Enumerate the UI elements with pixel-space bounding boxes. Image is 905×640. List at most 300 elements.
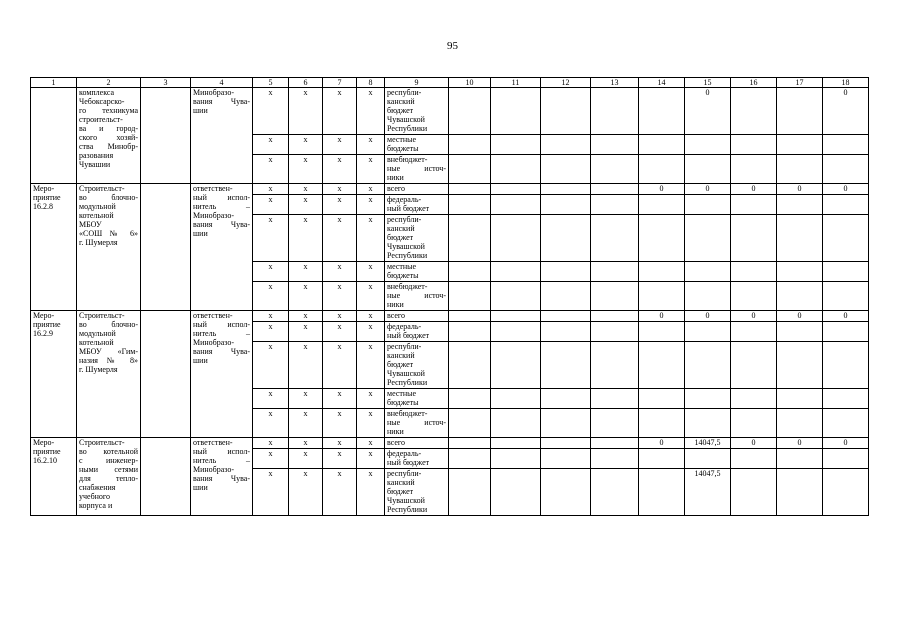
funding-source-cell-line: бюджет — [387, 487, 414, 496]
empty-value-cell — [449, 311, 491, 322]
funding-source-cell — [385, 88, 449, 135]
x-mark-cell: x — [253, 449, 289, 469]
event-name-cell-line: МБОУ «Гим- — [79, 347, 138, 356]
amount-cell — [731, 469, 777, 516]
x-mark-cell: x — [323, 282, 357, 311]
empty-value-cell — [591, 155, 639, 184]
event-number-cell-line: Меро- — [33, 184, 55, 193]
empty-value-cell — [541, 389, 591, 409]
funding-source-cell-line: ный бюджет — [387, 204, 430, 213]
x-mark-cell: x — [323, 449, 357, 469]
empty-value-cell — [541, 215, 591, 262]
empty-value-cell — [541, 469, 591, 516]
column-3-cell — [141, 88, 191, 184]
empty-value-cell — [449, 184, 491, 195]
x-mark-cell: x — [253, 195, 289, 215]
column-number-header: 10 — [449, 78, 491, 88]
column-number-header: 17 — [777, 78, 823, 88]
x-mark-cell: x — [357, 311, 385, 322]
responsible-executor-cell-line: вания Чува- — [193, 347, 250, 356]
amount-cell — [639, 262, 685, 282]
funding-source-cell-line: канский — [387, 97, 415, 106]
column-number-header: 9 — [385, 78, 449, 88]
event-name-cell-line: модульной — [79, 202, 116, 211]
event-name-cell-line: ства Минобр- — [79, 142, 138, 151]
column-number-header: 11 — [491, 78, 541, 88]
funding-source-cell-line: бюджет — [387, 106, 414, 115]
x-mark-cell: x — [323, 409, 357, 438]
x-mark-cell: x — [323, 322, 357, 342]
empty-value-cell — [541, 155, 591, 184]
x-mark-cell: x — [289, 438, 323, 449]
event-number-cell-line: Меро- — [33, 311, 55, 320]
x-mark-cell: x — [289, 322, 323, 342]
empty-value-cell — [541, 282, 591, 311]
empty-value-cell — [491, 155, 541, 184]
column-3-cell — [141, 184, 191, 311]
x-mark-cell: x — [253, 469, 289, 516]
column-number-header: 6 — [289, 78, 323, 88]
event-name-cell-line: г. Шумерля — [79, 365, 118, 374]
responsible-executor-cell-line: вания Чува- — [193, 220, 250, 229]
event-name-cell — [77, 88, 141, 184]
event-name-cell-line: ными сетями — [79, 465, 138, 474]
amount-cell: 0 — [777, 311, 823, 322]
empty-value-cell — [449, 88, 491, 135]
empty-value-cell — [591, 282, 639, 311]
event-name-cell-line: МБОУ — [79, 220, 102, 229]
empty-value-cell — [591, 135, 639, 155]
empty-value-cell — [541, 88, 591, 135]
column-number-header: 4 — [191, 78, 253, 88]
event-name-cell-line: корпуса и — [79, 501, 113, 510]
funding-source-cell — [385, 195, 449, 215]
empty-value-cell — [541, 135, 591, 155]
empty-value-cell — [491, 469, 541, 516]
funding-source-cell-line: бюджет — [387, 233, 414, 242]
empty-value-cell — [541, 184, 591, 195]
event-name-cell-line: котельной — [79, 338, 114, 347]
event-name-cell-line: назия № 8» — [79, 356, 138, 365]
x-mark-cell: x — [253, 215, 289, 262]
x-mark-cell: x — [289, 311, 323, 322]
column-number-header: 13 — [591, 78, 639, 88]
x-mark-cell: x — [323, 469, 357, 516]
funding-source-cell-line: бюджеты — [387, 271, 419, 280]
responsible-executor-cell-line: Минобразо- — [193, 88, 235, 97]
amount-cell — [639, 322, 685, 342]
x-mark-cell: x — [357, 438, 385, 449]
empty-value-cell — [591, 469, 639, 516]
amount-cell — [639, 389, 685, 409]
event-name-cell-line: Строительст- — [79, 438, 125, 447]
funding-source-cell-line: бюджеты — [387, 144, 419, 153]
amount-cell — [777, 342, 823, 389]
column-number-header: 15 — [685, 78, 731, 88]
column-number-header: 1 — [31, 78, 77, 88]
empty-value-cell — [591, 215, 639, 262]
amount-cell — [823, 389, 869, 409]
event-number-cell-line: приятие — [33, 320, 61, 329]
empty-value-cell — [541, 449, 591, 469]
amount-cell — [685, 342, 731, 389]
empty-value-cell — [591, 342, 639, 389]
empty-value-cell — [491, 88, 541, 135]
funding-source-cell-line: всего — [387, 184, 406, 193]
empty-value-cell — [591, 311, 639, 322]
amount-cell — [777, 409, 823, 438]
x-mark-cell: x — [289, 195, 323, 215]
funding-source-cell — [385, 438, 449, 449]
responsible-executor-cell-line: ответствен- — [193, 311, 233, 320]
empty-value-cell — [491, 449, 541, 469]
empty-value-cell — [491, 135, 541, 155]
event-name-cell-line: учебного — [79, 492, 111, 501]
amount-cell — [685, 215, 731, 262]
x-mark-cell: x — [323, 262, 357, 282]
amount-cell: 0 — [685, 184, 731, 195]
funding-source-cell-line: внебюджет- — [387, 282, 428, 291]
column-number-header: 5 — [253, 78, 289, 88]
funding-source-cell — [385, 135, 449, 155]
x-mark-cell: x — [253, 322, 289, 342]
x-mark-cell: x — [357, 322, 385, 342]
x-mark-cell: x — [289, 282, 323, 311]
amount-cell — [823, 449, 869, 469]
x-mark-cell: x — [289, 135, 323, 155]
x-mark-cell: x — [289, 155, 323, 184]
event-name-cell-line: во котельной — [79, 447, 138, 456]
funding-source-cell-line: республи- — [387, 469, 422, 478]
empty-value-cell — [449, 135, 491, 155]
empty-value-cell — [591, 409, 639, 438]
event-name-cell-line: го техникума — [79, 106, 138, 115]
funding-source-cell-line: всего — [387, 438, 406, 447]
funding-source-cell-line: республи- — [387, 342, 422, 351]
empty-value-cell — [541, 322, 591, 342]
funding-source-cell-line: ный бюджет — [387, 458, 430, 467]
column-number-header: 3 — [141, 78, 191, 88]
empty-value-cell — [591, 449, 639, 469]
empty-value-cell — [449, 322, 491, 342]
responsible-executor-cell-line: нитель – — [193, 456, 250, 465]
budget-table — [30, 77, 869, 516]
x-mark-cell: x — [253, 342, 289, 389]
event-name-cell — [77, 184, 141, 311]
event-number-cell — [31, 184, 77, 311]
amount-cell — [823, 282, 869, 311]
empty-value-cell — [449, 389, 491, 409]
empty-value-cell — [591, 389, 639, 409]
funding-source-cell-line: ники — [387, 173, 404, 182]
amount-cell — [639, 88, 685, 135]
x-mark-cell: x — [357, 342, 385, 389]
amount-cell — [731, 88, 777, 135]
x-mark-cell: x — [289, 409, 323, 438]
funding-source-cell-line: Чувашской — [387, 496, 425, 505]
x-mark-cell: x — [357, 262, 385, 282]
funding-source-cell — [385, 389, 449, 409]
amount-cell — [823, 195, 869, 215]
funding-source-cell — [385, 342, 449, 389]
event-name-cell-line: модульной — [79, 329, 116, 338]
empty-value-cell — [449, 195, 491, 215]
amount-cell: 0 — [639, 184, 685, 195]
responsible-executor-cell-line: Минобразо- — [193, 338, 235, 347]
funding-source-cell-line: Чувашской — [387, 242, 425, 251]
event-name-cell-line: для тепло- — [79, 474, 138, 483]
empty-value-cell — [449, 409, 491, 438]
empty-value-cell — [591, 262, 639, 282]
amount-cell: 0 — [731, 438, 777, 449]
empty-value-cell — [449, 155, 491, 184]
empty-value-cell — [491, 262, 541, 282]
event-name-cell-line: с инженер- — [79, 456, 138, 465]
amount-cell — [731, 262, 777, 282]
funding-source-cell-line: бюджет — [387, 360, 414, 369]
funding-source-cell — [385, 262, 449, 282]
amount-cell — [823, 322, 869, 342]
event-name-cell-line: во блочно- — [79, 193, 138, 202]
responsible-executor-cell — [191, 311, 253, 438]
x-mark-cell: x — [289, 389, 323, 409]
x-mark-cell: x — [253, 282, 289, 311]
funding-source-cell-line: Чувашской — [387, 115, 425, 124]
responsible-executor-cell-line: нитель – — [193, 329, 250, 338]
funding-source-cell-line: ные источ- — [387, 164, 446, 173]
empty-value-cell — [541, 409, 591, 438]
x-mark-cell: x — [323, 155, 357, 184]
column-number-header: 8 — [357, 78, 385, 88]
amount-cell — [731, 135, 777, 155]
empty-value-cell — [541, 311, 591, 322]
x-mark-cell: x — [253, 262, 289, 282]
empty-value-cell — [591, 88, 639, 135]
event-number-cell-line: 16.2.10 — [33, 456, 57, 465]
amount-cell: 0 — [823, 311, 869, 322]
column-3-cell — [141, 311, 191, 438]
event-name-cell — [77, 311, 141, 438]
x-mark-cell: x — [289, 88, 323, 135]
responsible-executor-cell-line: шии — [193, 356, 208, 365]
amount-cell — [777, 135, 823, 155]
empty-value-cell — [491, 409, 541, 438]
column-number-header: 18 — [823, 78, 869, 88]
responsible-executor-cell-line: ный испол- — [193, 447, 250, 456]
amount-cell — [685, 155, 731, 184]
empty-value-cell — [449, 282, 491, 311]
event-name-cell-line: г. Шумерля — [79, 238, 118, 247]
empty-value-cell — [491, 195, 541, 215]
amount-cell — [777, 195, 823, 215]
event-number-cell-line: приятие — [33, 447, 61, 456]
amount-cell: 0 — [777, 438, 823, 449]
amount-cell — [639, 195, 685, 215]
x-mark-cell: x — [323, 311, 357, 322]
amount-cell — [731, 322, 777, 342]
column-number-header: 2 — [77, 78, 141, 88]
page-number: 95 — [447, 40, 458, 52]
funding-source-cell-line: внебюджет- — [387, 155, 428, 164]
funding-source-cell — [385, 155, 449, 184]
x-mark-cell: x — [357, 155, 385, 184]
responsible-executor-cell-line: ный испол- — [193, 320, 250, 329]
funding-source-cell — [385, 322, 449, 342]
amount-cell: 14047,5 — [685, 438, 731, 449]
amount-cell: 0 — [731, 184, 777, 195]
column-number-header: 7 — [323, 78, 357, 88]
responsible-executor-cell-line: шии — [193, 229, 208, 238]
amount-cell — [639, 155, 685, 184]
amount-cell — [639, 282, 685, 311]
empty-value-cell — [449, 469, 491, 516]
funding-source-cell-line: местные — [387, 135, 417, 144]
x-mark-cell: x — [357, 469, 385, 516]
x-mark-cell: x — [253, 311, 289, 322]
funding-source-cell-line: федераль- — [387, 195, 422, 204]
event-name-cell-line: разования — [79, 151, 114, 160]
amount-cell — [777, 262, 823, 282]
amount-cell — [731, 195, 777, 215]
event-number-cell-line: Меро- — [33, 438, 55, 447]
amount-cell — [777, 155, 823, 184]
responsible-executor-cell — [191, 88, 253, 184]
amount-cell: 0 — [731, 311, 777, 322]
event-name-cell-line: снабжения — [79, 483, 116, 492]
responsible-executor-cell-line: ный испол- — [193, 193, 250, 202]
amount-cell — [685, 389, 731, 409]
x-mark-cell: x — [289, 469, 323, 516]
amount-cell — [685, 409, 731, 438]
amount-cell — [639, 135, 685, 155]
event-name-cell-line: Чувашии — [79, 160, 111, 169]
funding-source-cell-line: республи- — [387, 88, 422, 97]
empty-value-cell — [591, 184, 639, 195]
amount-cell: 0 — [823, 438, 869, 449]
funding-source-cell-line: Республики — [387, 505, 428, 514]
empty-value-cell — [541, 262, 591, 282]
amount-cell: 0 — [777, 184, 823, 195]
empty-value-cell — [491, 322, 541, 342]
amount-cell — [823, 215, 869, 262]
funding-source-cell-line: федераль- — [387, 449, 422, 458]
amount-cell: 0 — [823, 184, 869, 195]
column-numbers-row — [31, 78, 869, 88]
x-mark-cell: x — [357, 215, 385, 262]
funding-source-cell — [385, 282, 449, 311]
empty-value-cell — [449, 342, 491, 389]
event-number-cell-line: 16.2.8 — [33, 202, 53, 211]
amount-cell — [731, 409, 777, 438]
responsible-executor-cell-line: ответствен- — [193, 438, 233, 447]
amount-cell — [639, 215, 685, 262]
event-name-cell — [77, 438, 141, 516]
table-row — [31, 184, 869, 195]
empty-value-cell — [491, 184, 541, 195]
x-mark-cell: x — [357, 282, 385, 311]
amount-cell: 0 — [823, 88, 869, 135]
responsible-executor-cell-line: шии — [193, 483, 208, 492]
responsible-executor-cell-line: Минобразо- — [193, 211, 235, 220]
event-number-cell — [31, 438, 77, 516]
funding-source-cell-line: федераль- — [387, 322, 422, 331]
funding-source-cell — [385, 469, 449, 516]
amount-cell — [777, 389, 823, 409]
empty-value-cell — [541, 342, 591, 389]
empty-value-cell — [591, 438, 639, 449]
event-number-cell-line: приятие — [33, 193, 61, 202]
event-name-cell-line: Строительст- — [79, 311, 125, 320]
x-mark-cell: x — [289, 215, 323, 262]
x-mark-cell: x — [323, 135, 357, 155]
amount-cell — [777, 322, 823, 342]
event-name-cell-line: во блочно- — [79, 320, 138, 329]
funding-source-cell-line: Республики — [387, 378, 428, 387]
empty-value-cell — [491, 342, 541, 389]
event-name-cell-line: котельной — [79, 211, 114, 220]
x-mark-cell: x — [253, 88, 289, 135]
funding-source-cell-line: канский — [387, 351, 415, 360]
empty-value-cell — [541, 438, 591, 449]
x-mark-cell: x — [357, 88, 385, 135]
funding-source-cell — [385, 311, 449, 322]
amount-cell — [777, 282, 823, 311]
funding-source-cell-line: Республики — [387, 251, 428, 260]
funding-source-cell-line: бюджеты — [387, 398, 419, 407]
x-mark-cell: x — [323, 215, 357, 262]
amount-cell — [639, 342, 685, 389]
x-mark-cell: x — [357, 135, 385, 155]
amount-cell — [823, 469, 869, 516]
responsible-executor-cell-line: шии — [193, 106, 208, 115]
responsible-executor-cell-line: нитель – — [193, 202, 250, 211]
amount-cell — [731, 342, 777, 389]
event-number-cell — [31, 311, 77, 438]
x-mark-cell: x — [253, 135, 289, 155]
event-name-cell-line: Строительст- — [79, 184, 125, 193]
x-mark-cell: x — [289, 184, 323, 195]
event-name-cell-line: «СОШ № 6» — [79, 229, 138, 238]
funding-source-cell-line: канский — [387, 478, 415, 487]
empty-value-cell — [449, 438, 491, 449]
amount-cell — [823, 342, 869, 389]
amount-cell — [685, 135, 731, 155]
empty-value-cell — [541, 195, 591, 215]
empty-value-cell — [449, 215, 491, 262]
x-mark-cell: x — [289, 342, 323, 389]
amount-cell — [823, 262, 869, 282]
x-mark-cell: x — [357, 195, 385, 215]
amount-cell — [823, 409, 869, 438]
amount-cell — [685, 195, 731, 215]
x-mark-cell: x — [323, 195, 357, 215]
x-mark-cell: x — [323, 342, 357, 389]
responsible-executor-cell — [191, 184, 253, 311]
funding-source-cell-line: ный бюджет — [387, 331, 430, 340]
amount-cell — [685, 262, 731, 282]
amount-cell — [731, 449, 777, 469]
table-row — [31, 438, 869, 449]
funding-source-cell-line: Чувашской — [387, 369, 425, 378]
responsible-executor-cell — [191, 438, 253, 516]
amount-cell — [685, 322, 731, 342]
amount-cell — [639, 469, 685, 516]
amount-cell — [639, 449, 685, 469]
x-mark-cell: x — [323, 184, 357, 195]
responsible-executor-cell-line: ответствен- — [193, 184, 233, 193]
amount-cell — [685, 282, 731, 311]
funding-source-cell — [385, 215, 449, 262]
